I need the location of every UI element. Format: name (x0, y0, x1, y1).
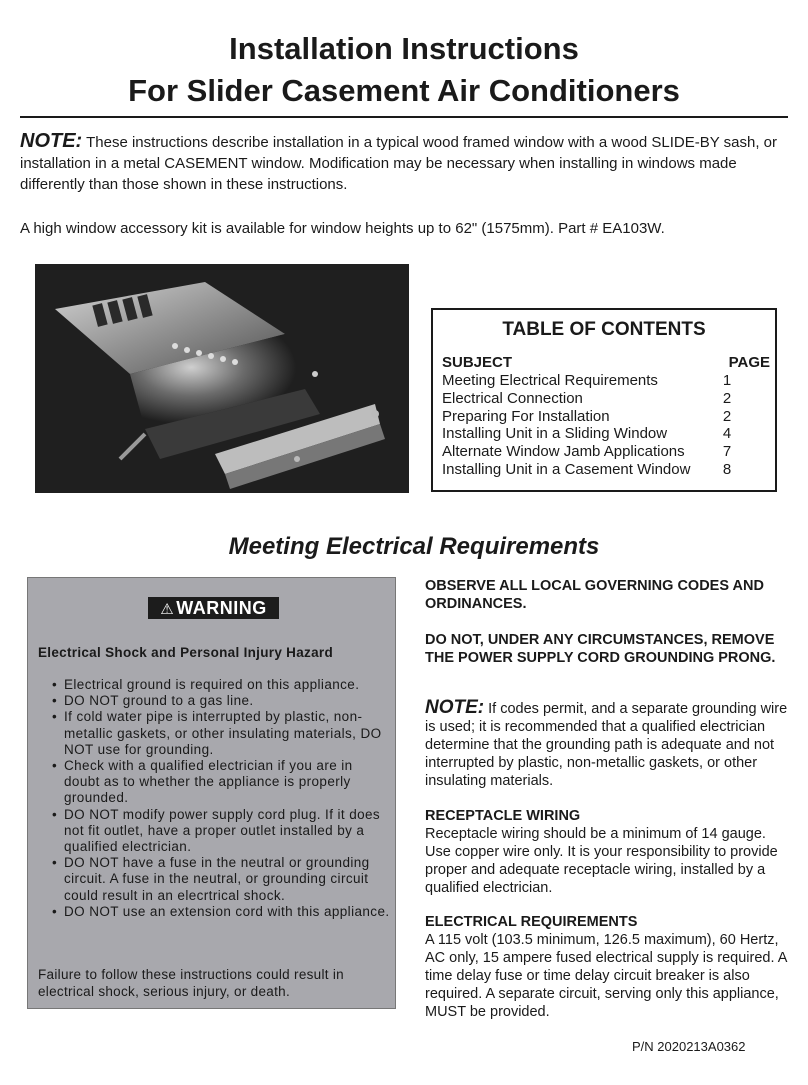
warning-item: • Check with a qualified electrician if you are in doubt as to whether the appliance is properly grounded. (52, 758, 392, 807)
toc-entry-subject: Electrical Connection (442, 390, 583, 407)
warning-heading: Electrical Shock and Personal Injury Hazard (38, 645, 334, 660)
note-text: If codes permit, and a separate grounding wire is used; it is recommended that a qualified electrician determine that the grounding path is adequate and not interrupted by plastic, non-metallic gaskets, or other insulating materials. (425, 701, 788, 789)
accessory-kit-text: A high window accessory kit is available for window heights up to 62" (1575mm). Part # EA103W. (20, 220, 665, 237)
warning-box (27, 577, 396, 1009)
warning-item: • DO NOT have a fuse in the neutral or grounding circuit. A fuse in the neutral, or grounding circuit could result in an elecrtrical shock. (52, 855, 392, 904)
part-number: P/N 2020213A0362 (632, 1039, 746, 1054)
toc-entry-subject: Alternate Window Jamb Applications (442, 443, 685, 460)
warning-badge-label: WARNING (176, 598, 267, 618)
toc-entry (442, 390, 770, 408)
toc-entry (442, 425, 770, 443)
warning-list (52, 677, 392, 920)
warning-item: • DO NOT ground to a gas line. (52, 693, 392, 709)
note-text: These instructions describe installation in a typical wood framed window with a wood SLIDE-BY sash, or installation in a metal CASEMENT window. Modification may be necessary when installing in windows made differently than those shown in these instructions. (20, 134, 778, 193)
warning-footer: Failure to follow these instructions could result in electrical shock, serious injury, or death. (38, 967, 344, 999)
electrical-heading: ELECTRICAL REQUIREMENTS (425, 914, 638, 930)
toc-entry-subject: Installing Unit in a Sliding Window (442, 425, 668, 442)
product-photo (35, 264, 409, 493)
toc-entry-page: 2 (722, 408, 732, 425)
toc-subject-header: SUBJECT (442, 354, 513, 371)
toc-entry (442, 461, 770, 479)
warning-badge (148, 597, 279, 619)
toc-entry-page: 2 (722, 390, 732, 407)
toc-entry-page: 1 (722, 372, 732, 389)
receptacle-text: Receptacle wiring should be a minimum of 14 gauge. Use copper wire only. It is your responsibility to provide proper and adequate receptacle wiring, installed by a qualified electrician. (425, 826, 778, 896)
intro-note (20, 131, 790, 195)
toc-header (442, 354, 770, 371)
page-title (0, 28, 808, 112)
warning-item: • DO NOT use an extension cord with this appliance. (52, 904, 392, 920)
warning-triangle-icon: ⚠ (160, 601, 175, 618)
toc-entry (442, 443, 770, 461)
grounding-prong-warning: DO NOT, UNDER ANY CIRCUMSTANCES, REMOVE THE POWER SUPPLY CORD GROUNDING PRONG. (425, 632, 776, 666)
receptacle-heading: RECEPTACLE WIRING (425, 808, 581, 824)
warning-item: • DO NOT modify power supply cord plug. If it does not fit outlet, have a proper outlet installed by a qualified electrician. (52, 807, 392, 856)
toc-entry (442, 372, 770, 390)
note-label: NOTE: (425, 697, 485, 718)
electrical-text: A 115 volt (103.5 minimum, 126.5 maximum), 60 Hertz, AC only, 15 ampere fused electrical supply is required. A time delay fuse or time delay circuit breaker is also required. A separate circuit, serving only this appliance, MUST be provided. (425, 932, 787, 1020)
title-line-1: Installation Instructions (229, 31, 579, 66)
note-label: NOTE: (20, 130, 83, 152)
title-line-2: For Slider Casement Air Conditioners (128, 73, 680, 108)
table-of-contents (431, 308, 777, 492)
section-title: Meeting Electrical Requirements (228, 533, 600, 560)
title-divider (20, 116, 788, 118)
toc-title: TABLE OF CONTENTS (502, 319, 706, 340)
toc-entry-page: 7 (722, 443, 732, 460)
toc-entry-subject: Installing Unit in a Casement Window (442, 461, 691, 478)
toc-entry (442, 408, 770, 426)
toc-entry-subject: Meeting Electrical Requirements (442, 372, 658, 389)
observe-codes-text: OBSERVE ALL LOCAL GOVERNING CODES AND ORDINANCES. (425, 578, 764, 612)
warning-item: • Electrical ground is required on this appliance. (52, 677, 392, 693)
toc-entry-subject: Preparing For Installation (442, 408, 610, 425)
toc-page-header: PAGE (728, 354, 770, 371)
warning-item: • If cold water pipe is interrupted by plastic, non-metallic gaskets, or other insulating materials, DO NOT use for grounding. (52, 709, 392, 758)
toc-entry-page: 4 (722, 425, 732, 442)
grounding-note (425, 699, 795, 790)
toc-entry-page: 8 (722, 461, 732, 478)
